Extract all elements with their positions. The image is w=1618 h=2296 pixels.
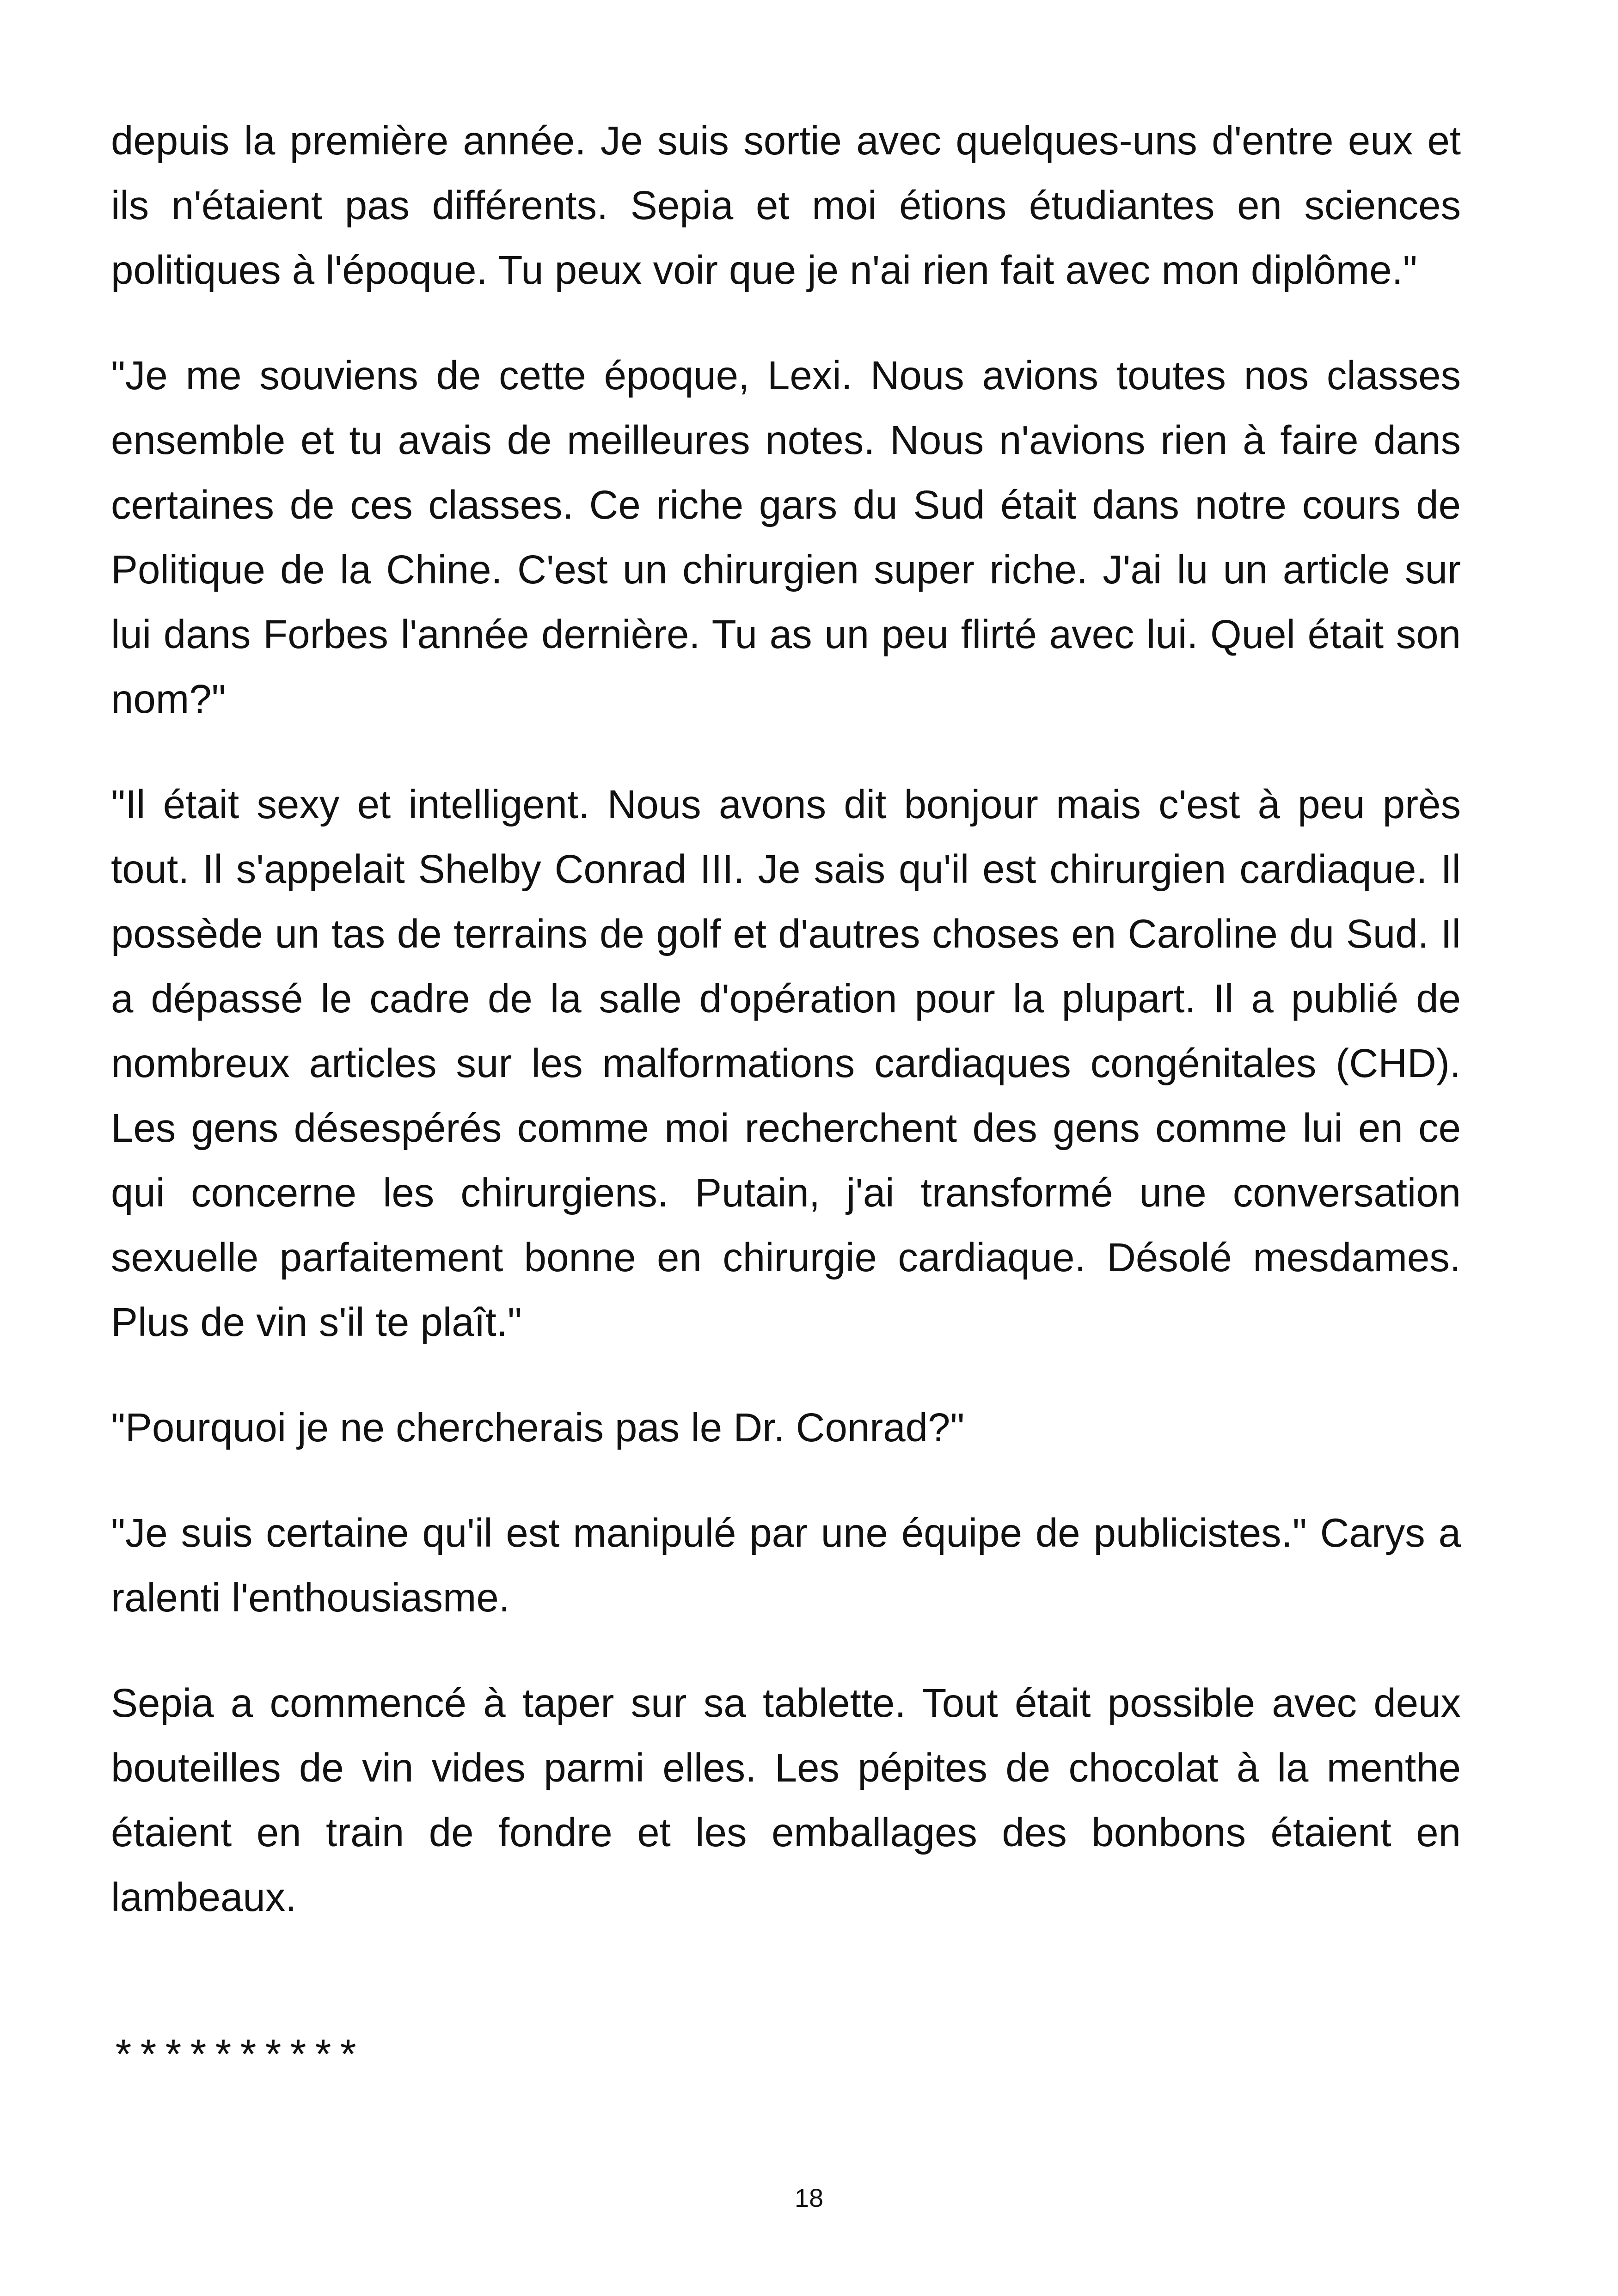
body-text — [111, 109, 1461, 1971]
paragraph: "Je suis certaine qu'il est manipulé par une équipe de publicistes." Carys a ralenti l'enthousiasme. — [111, 1511, 1461, 1620]
paragraph: "Je me souviens de cette époque, Lexi. Nous avions toutes nos classes ensemble et tu avais de meilleures notes. Nous n'avions rien à faire dans certaines de ces classes. Ce riche gars du Sud était dans notre cours de Politique de la Chine. C'est un chirurgien super riche. J'ai lu un article sur lui dans Forbes l'année dernière. Tu as un peu flirté avec lui. Quel était son nom?" — [111, 353, 1461, 722]
paragraph: "Il était sexy et intelligent. Nous avons dit bonjour mais c'est à peu près tout. Il s'appelait Shelby Conrad III. Je sais qu'il est chirurgien cardiaque. Il possède un tas de terrains de golf et d'autres choses en Caroline du Sud. Il a dépassé le cadre de la salle d'opération pour la plupart. Il a publié de nombreux articles sur les malformations cardiaques congénitales (CHD). Les gens désespérés comme moi recherchent des gens comme lui en ce qui concerne les chirurgiens. Putain, j'ai transformé une conversation sexuelle parfaitement bonne en chirurgie cardiaque. Désolé mesdames. Plus de vin s'il te plaît." — [111, 782, 1461, 1345]
section-separator: ********** — [111, 2036, 361, 2083]
paragraph: depuis la première année. Je suis sortie avec quelques-uns d'entre eux et ils n'étaient pas différents. Sepia et moi étions étudiantes en sciences politiques à l'époque. Tu peux voir que je n'ai rien fait avec mon diplôme." — [111, 118, 1461, 293]
paragraph: Sepia a commencé à taper sur sa tablette. Tout était possible avec deux bouteilles de vin vides parmi elles. Les pépites de chocolat à la menthe étaient en train de fondre et les emballages des bonbons étaient en lambeaux. — [111, 1681, 1461, 1920]
page-number: 18 — [794, 2183, 824, 2212]
paragraph: "Pourquoi je ne chercherais pas le Dr. Conrad?" — [111, 1405, 965, 1450]
